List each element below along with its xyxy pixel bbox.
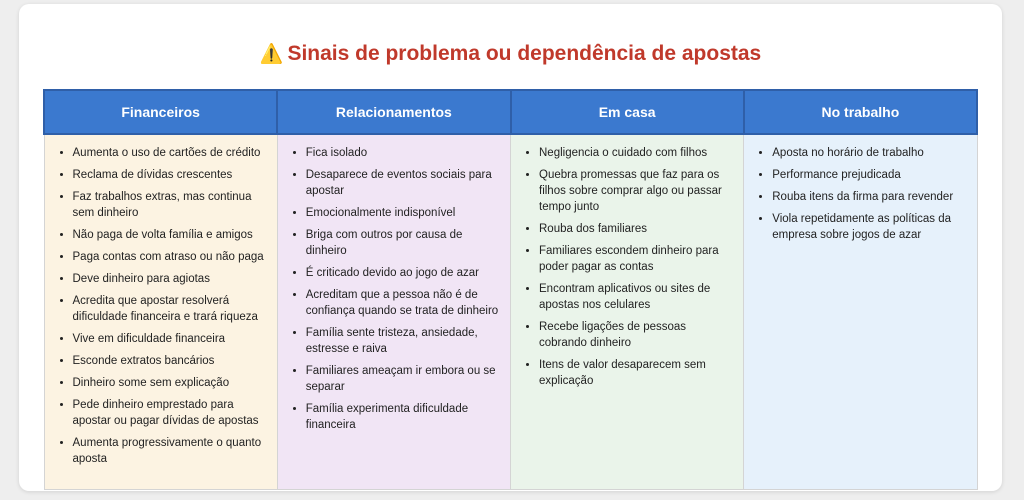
column-em-casa	[511, 134, 744, 490]
column-financeiros	[44, 134, 277, 490]
list-item: • Família sente tristeza, ansiedade, estresse e raiva	[306, 325, 500, 357]
list-item: • Paga contas com atraso ou não paga	[73, 249, 267, 265]
list-item: • Família experimenta dificuldade financeira	[306, 401, 500, 433]
list-item: • Desaparece de eventos sociais para apostar	[306, 167, 500, 199]
relacionamentos-list	[288, 145, 500, 433]
list-item: • É criticado devido ao jogo de azar	[306, 265, 500, 281]
list-item: • Viola repetidamente as políticas da empresa sobre jogos de azar	[772, 211, 966, 243]
list-item: • Esconde extratos bancários	[73, 353, 267, 369]
list-item: • Recebe ligações de pessoas cobrando dinheiro	[539, 319, 733, 351]
column-relacionamentos	[277, 134, 510, 490]
header-relacionamentos: Relacionamentos	[277, 90, 510, 134]
table-header-row	[44, 90, 977, 134]
column-no-trabalho	[744, 134, 977, 490]
table-body-row	[44, 134, 977, 490]
list-item: • Briga com outros por causa de dinheiro	[306, 227, 500, 259]
list-item: • Vive em dificuldade financeira	[73, 331, 267, 347]
list-item: • Acredita que apostar resolverá dificuldade financeira e trará riqueza	[73, 293, 267, 325]
list-item: • Faz trabalhos extras, mas continua sem dinheiro	[73, 189, 267, 221]
list-item: • Aumenta progressivamente o quanto aposta	[73, 435, 267, 467]
list-item: • Rouba dos familiares	[539, 221, 733, 237]
header-financeiros: Financeiros	[44, 90, 277, 134]
list-item: • Performance prejudicada	[772, 167, 966, 183]
list-item: • Acreditam que a pessoa não é de confiança quando se trata de dinheiro	[306, 287, 500, 319]
list-item: • Itens de valor desaparecem sem explicação	[539, 357, 733, 389]
em-casa-list	[521, 145, 733, 389]
page-title	[19, 42, 1002, 66]
warning-icon: ⚠️	[259, 44, 284, 65]
list-item: • Encontram aplicativos ou sites de apostas nos celulares	[539, 281, 733, 313]
page-title-text: Sinais de problema ou dependência de apostas	[287, 42, 762, 65]
header-no-trabalho: No trabalho	[744, 90, 977, 134]
list-item: • Reclama de dívidas crescentes	[73, 167, 267, 183]
list-item: • Emocionalmente indisponível	[306, 205, 500, 221]
list-item: • Rouba itens da firma para revender	[772, 189, 966, 205]
list-item: • Aumenta o uso de cartões de crédito	[73, 145, 267, 161]
list-item: • Negligencia o cuidado com filhos	[539, 145, 733, 161]
list-item: • Pede dinheiro emprestado para apostar ou pagar dívidas de apostas	[73, 397, 267, 429]
list-item: • Aposta no horário de trabalho	[772, 145, 966, 161]
list-item: • Quebra promessas que faz para os filhos sobre comprar algo ou passar tempo junto	[539, 167, 733, 215]
list-item: • Dinheiro some sem explicação	[73, 375, 267, 391]
list-item: • Deve dinheiro para agiotas	[73, 271, 267, 287]
header-em-casa: Em casa	[511, 90, 744, 134]
list-item: • Familiares ameaçam ir embora ou se separar	[306, 363, 500, 395]
financeiros-list	[55, 145, 267, 467]
signs-table	[43, 89, 978, 490]
list-item: • Familiares escondem dinheiro para poder pagar as contas	[539, 243, 733, 275]
content-card	[19, 4, 1002, 491]
no-trabalho-list	[754, 145, 966, 243]
list-item: • Fica isolado	[306, 145, 500, 161]
list-item: • Não paga de volta família e amigos	[73, 227, 267, 243]
